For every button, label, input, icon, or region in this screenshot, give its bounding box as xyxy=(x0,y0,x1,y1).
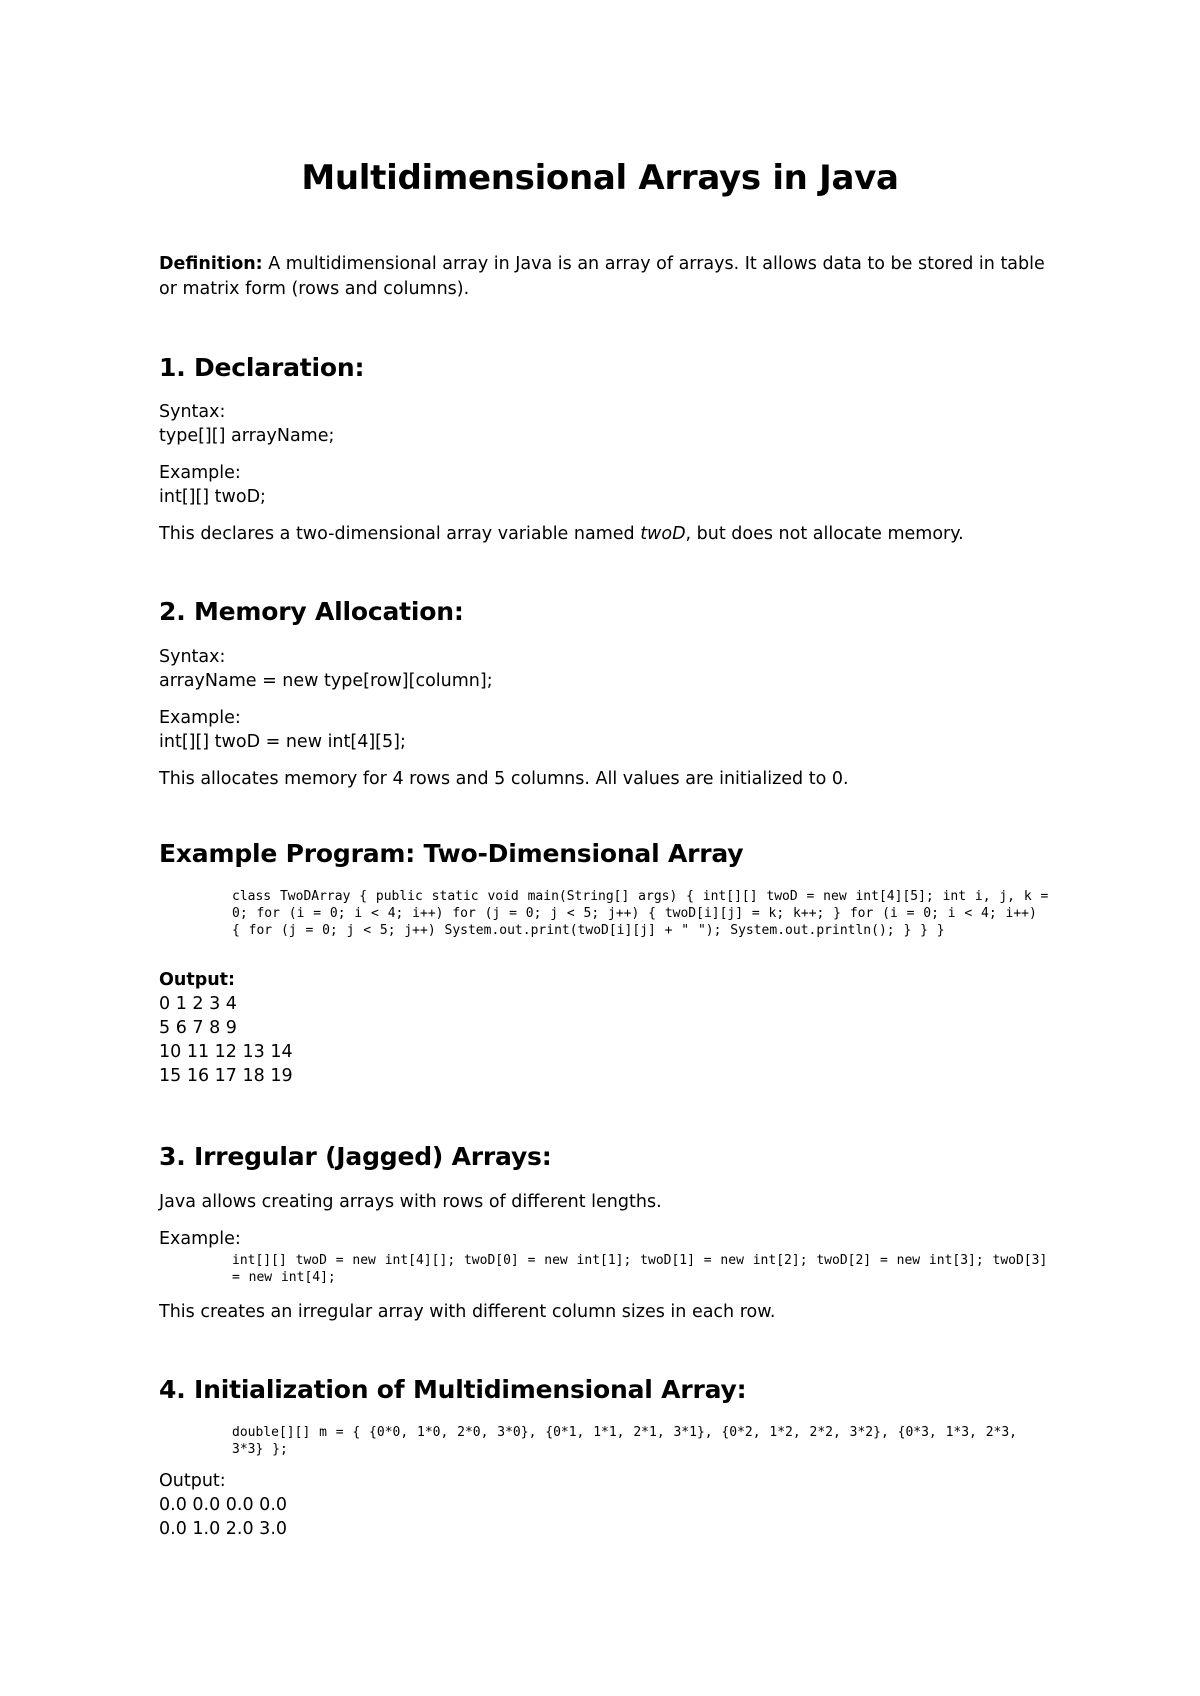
jagged-code: int[][] twoD = new int[4][]; twoD[0] = new int[1]; twoD[1] = new int[2]; twoD[2] = new int[3]; twoD[3] = new int[4]; xyxy=(232,1253,1048,1285)
allocation-note: This allocates memory for 4 rows and 5 columns. All values are initialized to 0. xyxy=(159,769,849,789)
output-line: 0 1 2 3 4 xyxy=(159,994,237,1014)
definition-paragraph xyxy=(159,252,1045,302)
declaration-note-variable: twoD xyxy=(640,524,686,544)
initialization-code: double[][] m = { {0*0, 1*0, 2*0, 3*0}, {0*1, 1*1, 2*1, 3*1}, {0*2, 1*2, 2*2, 3*2}, {0*3, 1*3, 2*3, 3*3} }; xyxy=(232,1425,1018,1457)
declaration-note xyxy=(159,522,1045,546)
example-program-heading: Example Program: Two-Dimensional Array xyxy=(159,839,744,868)
declaration-example: int[][] twoD; xyxy=(159,487,266,507)
page-title: Multidimensional Arrays in Java xyxy=(301,158,899,198)
allocation-syntax: arrayName = new type[row][column]; xyxy=(159,671,493,691)
allocation-example: int[][] twoD = new int[4][5]; xyxy=(159,732,406,752)
output-line: 5 6 7 8 9 xyxy=(159,1018,237,1038)
declaration-example-label: Example: xyxy=(159,463,241,483)
output-line: 10 11 12 13 14 xyxy=(159,1042,293,1062)
declaration-syntax-label: Syntax: xyxy=(159,402,226,422)
output-line: 0.0 1.0 2.0 3.0 xyxy=(159,1519,288,1539)
declaration-syntax: type[][] arrayName; xyxy=(159,426,335,446)
definition-text: A multidimensional array in Java is an array of arrays. It allows data to be stored in table or matrix form (rows and columns). xyxy=(159,254,1045,299)
jagged-intro: Java allows creating arrays with rows of different lengths. xyxy=(159,1192,662,1212)
declaration-note-after: , but does not allocate memory. xyxy=(685,524,964,544)
example-program-output-label: Output: xyxy=(159,970,236,990)
declaration-heading: 1. Declaration: xyxy=(159,353,365,382)
allocation-heading: 2. Memory Allocation: xyxy=(159,597,464,626)
allocation-syntax-label: Syntax: xyxy=(159,647,226,667)
example-program-code: class TwoDArray { public static void main(String[] args) { int[][] twoD = new int[4][5]; int i, j, k = 0; for (i = 0; i < 4; i++) for (j = 0; j < 5; j++) { twoD[i][j] = k; k++; } for (i = 0; i < 4; i++) { for (j = 0; j < 5; j++) System.out.print(twoD[i][j] + " "); System.out.println(); } } } xyxy=(232,889,1049,938)
initialization-output-label: Output: xyxy=(159,1471,226,1491)
jagged-example-label: Example: xyxy=(159,1229,241,1249)
definition-label: Definition: xyxy=(159,254,263,274)
jagged-note: This creates an irregular array with different column sizes in each row. xyxy=(159,1302,776,1322)
declaration-note-before: This declares a two-dimensional array variable named xyxy=(159,524,641,544)
jagged-heading: 3. Irregular (Jagged) Arrays: xyxy=(159,1142,552,1171)
output-line: 15 16 17 18 19 xyxy=(159,1066,293,1086)
initialization-heading: 4. Initialization of Multidimensional Array: xyxy=(159,1375,747,1404)
allocation-example-label: Example: xyxy=(159,708,241,728)
output-line: 0.0 0.0 0.0 0.0 xyxy=(159,1495,288,1515)
